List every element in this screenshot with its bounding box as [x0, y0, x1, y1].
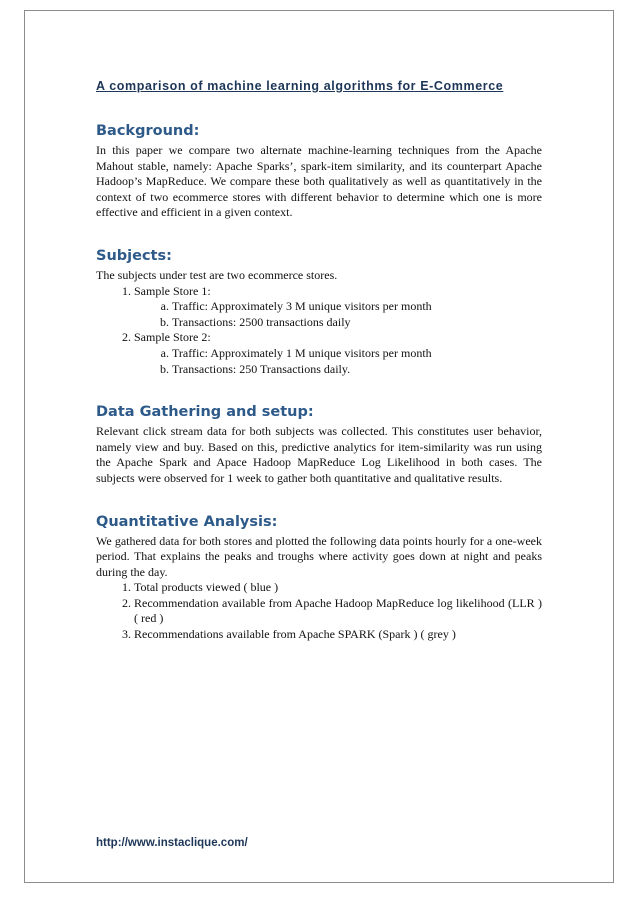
background-paragraph: In this paper we compare two alternate machine-learning techniques from the Apache Mahout stable, namely: Apache Sparks’, spark-item similarity, and its counterpart Apache Hadoop’s MapReduce. We compare these both qualitatively as well as quantitatively in the context of two ecommerce stores with different behavior to determine which one is more effective and efficient in a given context. — [96, 143, 542, 220]
subjects-list — [96, 284, 542, 378]
list-item — [134, 284, 542, 331]
list-item: b. Transactions: 2500 transactions daily — [172, 315, 542, 331]
list-item: b. Transactions: 250 Transactions daily. — [172, 362, 542, 378]
store-details-list — [134, 346, 542, 377]
footer-url: http://www.instaclique.com/ — [96, 837, 248, 849]
subjects-intro: The subjects under test are two ecommerce stores. — [96, 267, 338, 282]
data-gathering-heading: Data Gathering and setup: — [96, 404, 314, 421]
quantitative-paragraph: We gathered data for both stores and plotted the following data points hourly for a one-week period. That explains the peaks and troughs where activity goes down at night and peaks during the day. — [96, 533, 542, 579]
list-item: 1. Total products viewed ( blue ) — [134, 580, 542, 596]
list-item: 3. Recommendations available from Apache SPARK (Spark ) ( grey ) — [134, 627, 542, 643]
data-gathering-paragraph: Relevant click stream data for both subjects was collected. This constitutes user behavior, namely view and buy. Based on this, predictive analytics for item-similarity was run using the Apache Spark and Apace Hadoop MapReduce Log Likelihood in both cases. The subjects were observed for 1 week to gather both quantitative and qualitative results. — [96, 424, 542, 485]
subjects-heading: Subjects: — [96, 247, 172, 264]
quantitative-heading: Quantitative Analysis: — [96, 513, 278, 530]
store-label: Sample Store 1: — [134, 283, 211, 298]
list-item — [134, 330, 542, 377]
quantitative-list — [96, 580, 542, 642]
list-item: a. Traffic: Approximately 1 M unique visitors per month — [172, 346, 542, 362]
list-item: 2. Recommendation available from Apache Hadoop MapReduce log likelihood (LLR ) ( red ) — [134, 596, 542, 627]
document-title: A comparison of machine learning algorithms for E-Commerce — [96, 79, 504, 93]
background-heading: Background: — [96, 123, 200, 139]
store-details-list — [134, 299, 542, 330]
list-item: a. Traffic: Approximately 3 M unique visitors per month — [172, 299, 542, 315]
document-body — [96, 78, 542, 643]
store-label: Sample Store 2: — [134, 330, 211, 345]
